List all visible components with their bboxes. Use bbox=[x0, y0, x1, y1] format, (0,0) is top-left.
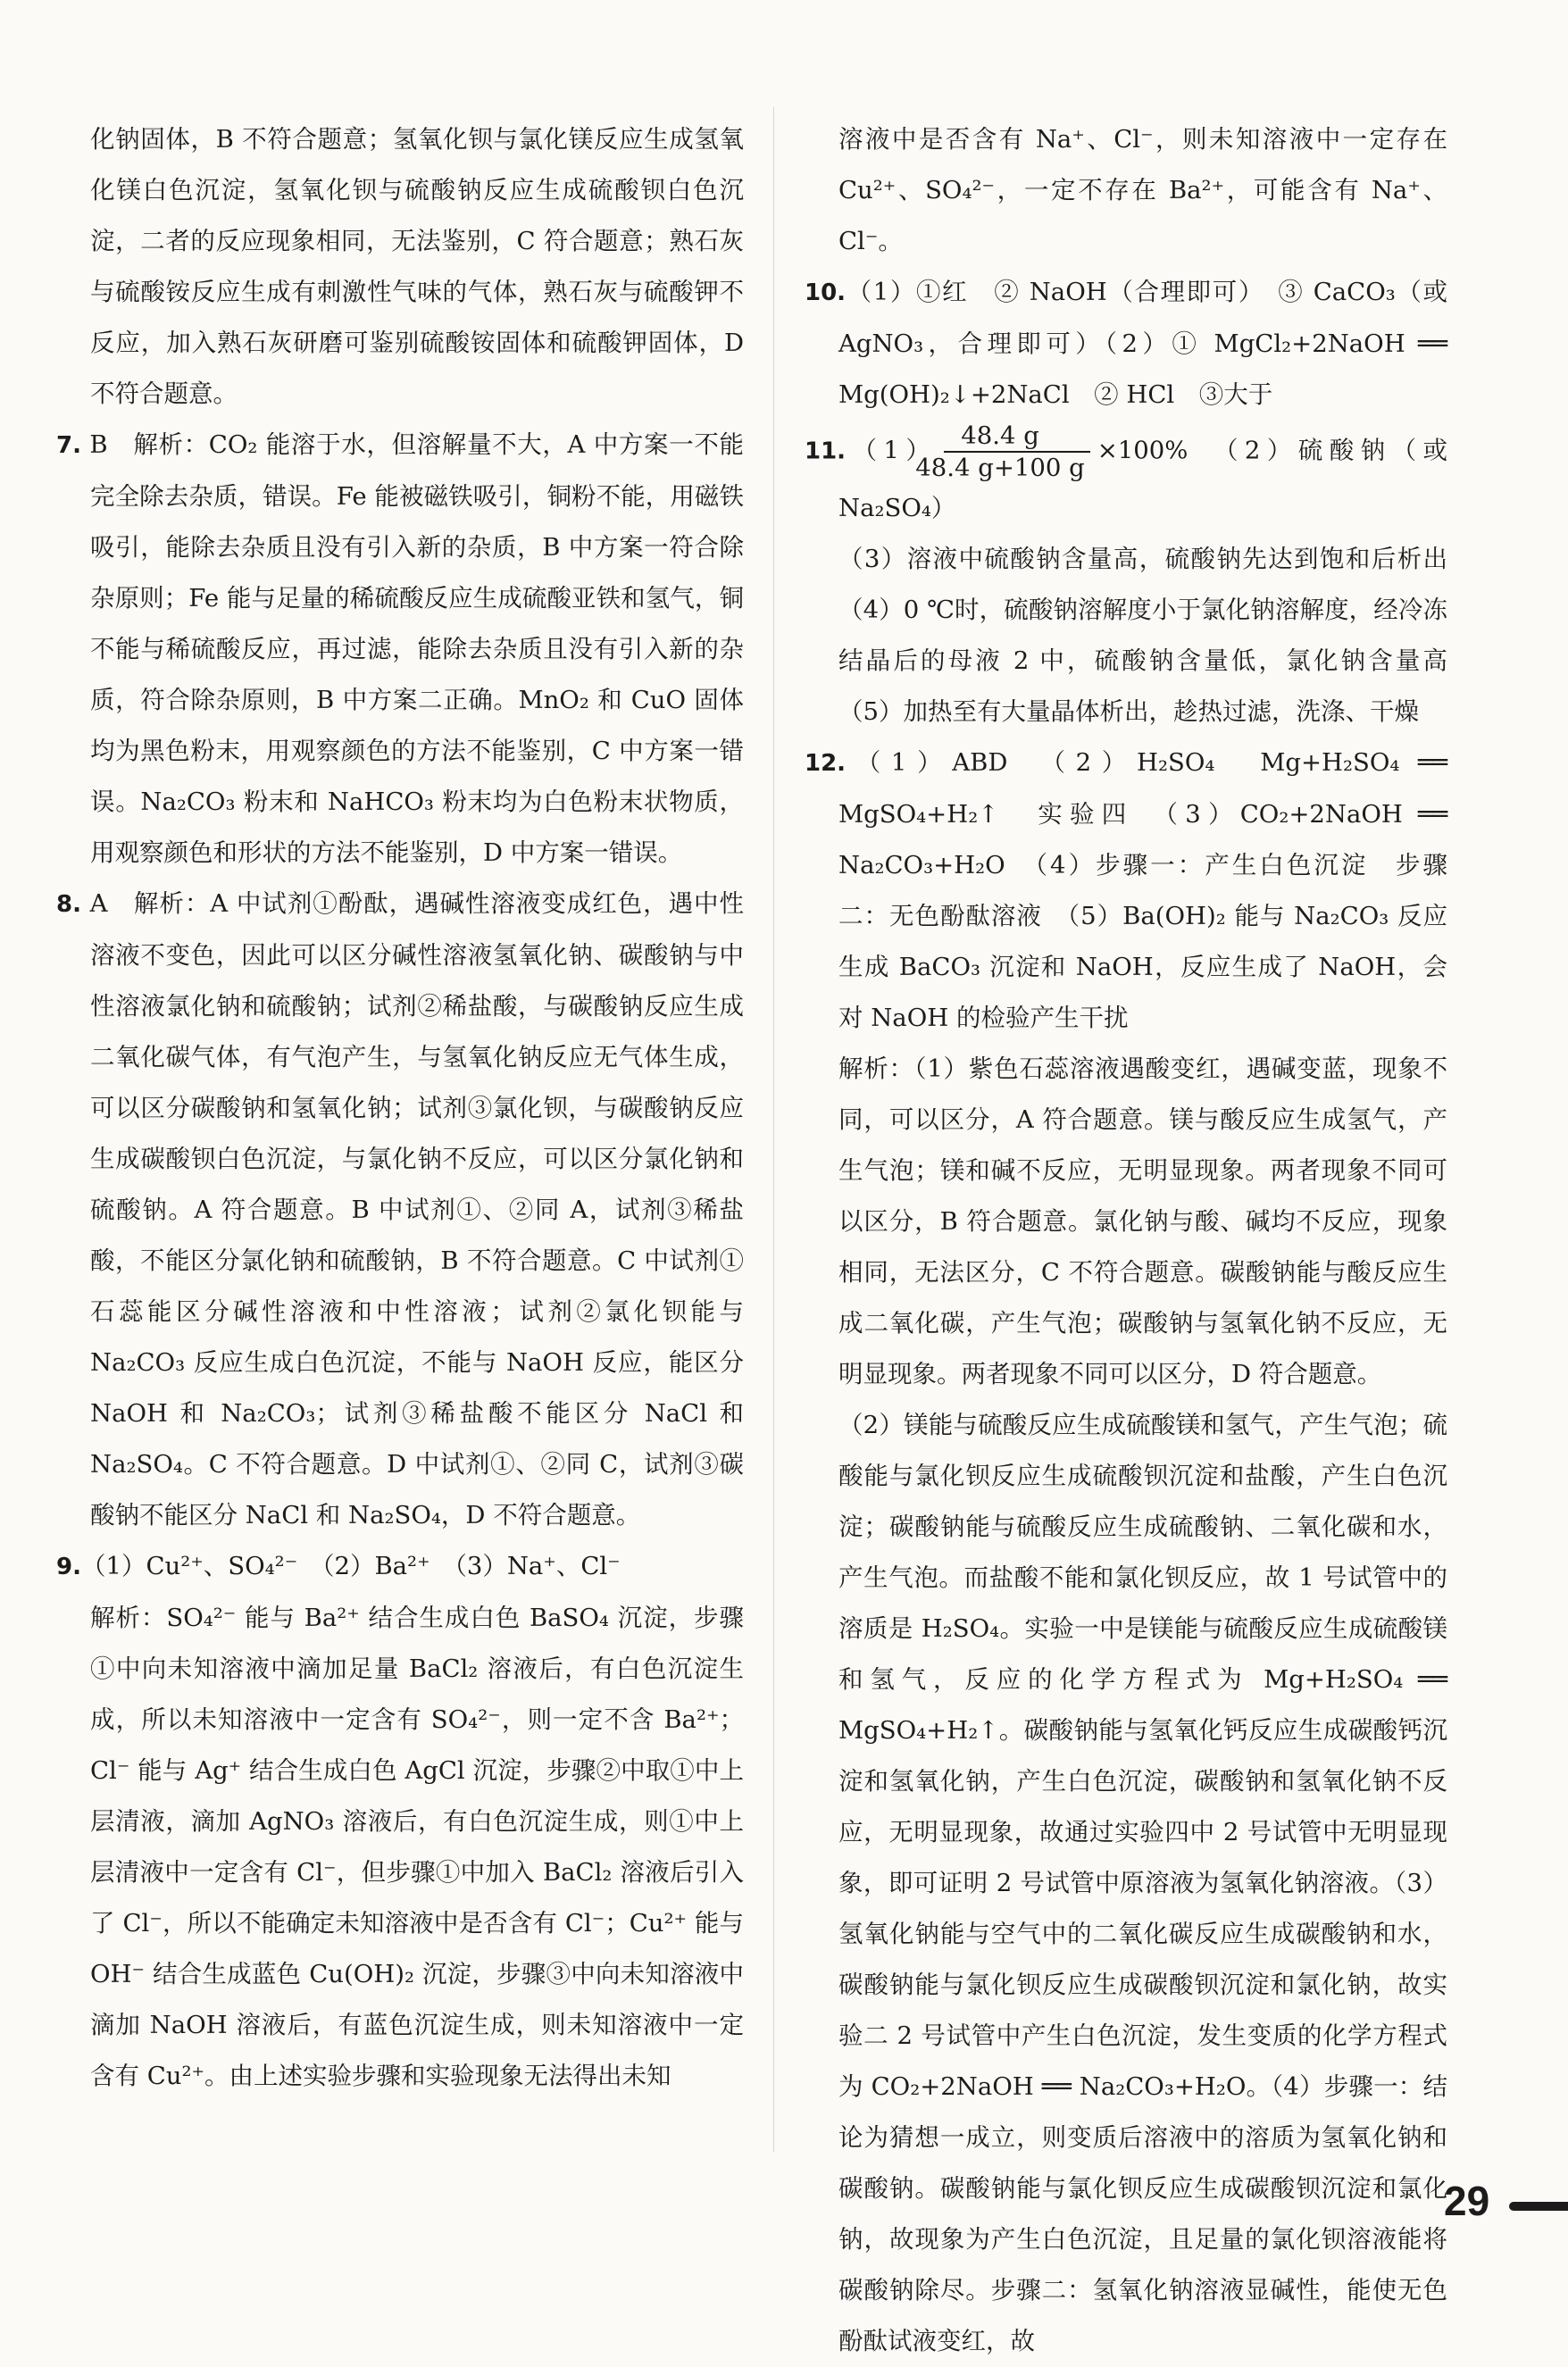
answer-11 bbox=[805, 421, 1447, 534]
answer-7 bbox=[56, 420, 744, 879]
continuation-paragraph: 化钠固体，B 不符合题意；氢氧化钡与氯化镁反应生成氢氧化镁白色沉淀，氢氧化钡与硫酸钠反应生成硫酸钡白色沉淀，二者的反应现象相同，无法鉴别，C 符合题意；熟石灰与硫酸铵反应生成有刺激性气味的气体，熟石灰与硫酸钾不反应，加入熟石灰研磨可鉴别硫酸铵固体和硫酸钾固体，D 不符合题意。 bbox=[90, 125, 744, 408]
answer-12-analysis-2: （2）镁能与硫酸反应生成硫酸镁和氢气，产生气泡；硫酸能与氯化钡反应生成硫酸钡沉淀和盐酸，产生白色沉淀；碳酸钠能与硫酸反应生成硫酸钠、二氧化碳和水，产生气泡。而盐酸不能和氯化钡反应，故 1 号试管中的溶质是 H₂SO₄。实验一中是镁能与硫酸反应生成硫酸镁和氢气，反应的化学方程式为 Mg+H₂SO₄ ══ MgSO₄+H₂↑。碳酸钠能与氢氧化钙反应生成碳酸钙沉淀和氢氧化钠，产生白色沉淀，碳酸钠和氢氧化钠不反应，无明显现象，故通过实验四中 2 号试管中无明显现象，即可证明 2 号试管中原溶液为氢氧化钠溶液。（3）氢氧化钠能与空气中的二氧化碳反应生成碳酸钠和水，碳酸钠能与氯化钡反应生成碳酸钡沉淀和氯化钠，故实验二 2 号试管中产生白色沉淀，发生变质的化学方程式为 CO₂+2NaOH ══ Na₂CO₃+H₂O。（4）步骤一：结论为猜想一成立，则变质后溶液中的溶质为氢氧化钠和碳酸钠。碳酸钠能与氯化钡反应生成碳酸钡沉淀和氯化钠，故现象为产生白色沉淀，且足量的氯化钡溶液能将碳酸钠除尽。步骤二：氢氧化钠溶液显碱性，能使无色酚酞试液变红，故 bbox=[838, 1411, 1447, 2355]
answer-9 bbox=[56, 1541, 744, 1593]
page-number: 29 bbox=[1444, 2178, 1490, 2224]
question-number: 7. bbox=[56, 432, 81, 459]
answer-9-analysis: 解析：SO₄²⁻ 能与 Ba²⁺ 结合生成白色 BaSO₄ 沉淀，步骤①中向未知溶液中滴加足量 BaCl₂ 溶液后，有白色沉淀生成，所以未知溶液中一定含有 SO₄²⁻，则一定不含 Ba²⁺；Cl⁻ 能与 Ag⁺ 结合生成白色 AgCl 沉淀，步骤②中取①中上层清液，滴加 AgNO₃ 溶液后，有白色沉淀生成，则①中上层清液中一定含有 Cl⁻，但步骤①中加入 BaCl₂ 溶液后引入了 Cl⁻，所以不能确定未知溶液中是否含有 Cl⁻；Cu²⁺ 能与 OH⁻ 结合生成蓝色 Cu(OH)₂ 沉淀，步骤③中向未知溶液中滴加 NaOH 溶液后，有蓝色沉淀生成，则未知溶液中一定含有 Cu²⁺。由上述实验步骤和实验现象无法得出未知 bbox=[90, 1604, 744, 2090]
question-number: 8. bbox=[56, 891, 81, 918]
column-divider bbox=[773, 107, 774, 2152]
answer-text: （1）①红 ② NaOH（合理即可） ③ CaCO₃（或 AgNO₃，合理即可）（2）① MgCl₂+2NaOH ══ Mg(OH)₂↓+2NaCl ② HCl ③大于 bbox=[838, 278, 1447, 409]
answer-12-analysis-1: 解析：（1）紫色石蕊溶液遇酸变红，遇碱变蓝，现象不同，可以区分，A 符合题意。镁与酸反应生成氢气，产生气泡；镁和碱不反应，无明显现象。两者现象不同可以区分，B 符合题意。氯化钠与酸、碱均不反应，现象相同，无法区分，C 不符合题意。碳酸钠能与酸反应生成二氧化碳，产生气泡；碳酸钠与氢氧化钠不反应，无明显现象。两者现象不同可以区分，D 符合题意。 bbox=[838, 1054, 1447, 1388]
answer-8 bbox=[56, 879, 744, 1541]
answer-text: B 解析：CO₂ 能溶于水，但溶解量不大，A 中方案一不能完全除去杂质，错误。Fe 能被磁铁吸引，铜粉不能，用磁铁吸引，能除去杂质且没有引入新的杂质，B 中方案一符合除杂原则；Fe 能与足量的稀硫酸反应生成硫酸亚铁和氢气，铜不能与稀硫酸反应，再过滤，能除去杂质且没有引入新的杂质，符合除杂原则，B 中方案二正确。MnO₂ 和 CuO 固体均为黑色粉末，用观察颜色的方法不能鉴别，C 中方案一错误。Na₂CO₃ 粉末和 NaHCO₃ 粉末均为白色粉末状物质，用观察颜色和形状的方法不能鉴别，D 中方案一错误。 bbox=[80, 430, 744, 867]
answer-text: ×100% （2）硫酸钠（或 Na₂SO₄） bbox=[838, 436, 1447, 522]
answer-text: （1）Cu²⁺、SO₄²⁻ （2）Ba²⁺ （3）Na⁺、Cl⁻ bbox=[80, 1552, 621, 1580]
question-number: 10. bbox=[805, 279, 847, 306]
question-number: 9. bbox=[56, 1554, 81, 1580]
left-column bbox=[56, 114, 744, 2102]
question-number: 11. bbox=[805, 438, 847, 465]
answer-10 bbox=[805, 267, 1447, 421]
answer-text: （1）ABD （2）H₂SO₄ Mg+H₂SO₄ ══ MgSO₄+H₂↑ 实验四 （3）CO₂+2NaOH ══ Na₂CO₃+H₂O （4）步骤一：产生白色沉淀 步骤二：无色酚酞溶液 （5）Ba(OH)₂ 能与 Na₂CO₃ 反应生成 BaCO₃ 沉淀和 NaOH，反应生成了 NaOH，会对 NaOH 的检验产生干扰 bbox=[838, 748, 1447, 1032]
answer-text: （1） bbox=[846, 436, 938, 465]
continuation-paragraph: 溶液中是否含有 Na⁺、Cl⁻，则未知溶液中一定存在 Cu²⁺、SO₄²⁻，一定不存在 Ba²⁺，可能含有 Na⁺、Cl⁻。 bbox=[838, 125, 1447, 255]
page-number-bar bbox=[1509, 2202, 1568, 2211]
fraction bbox=[915, 421, 1089, 483]
fraction-numerator: 48.4 g bbox=[944, 421, 1089, 453]
question-number: 12. bbox=[805, 750, 847, 777]
answer-11-continued: （3）溶液中硫酸钠含量高，硫酸钠先达到饱和后析出（4）0 ℃时，硫酸钠溶解度小于氯化钠溶解度，经冷冻结晶后的母液 2 中，硫酸钠含量低，氯化钠含量高 （5）加热至有大量晶体析出，趁热过滤，洗涤、干燥 bbox=[838, 545, 1472, 726]
answer-text: A 解析：A 中试剂①酚酞，遇碱性溶液变成红色，遇中性溶液不变色，因此可以区分碱性溶液氢氧化钠、碳酸钠与中性溶液氯化钠和硫酸钠；试剂②稀盐酸，与碳酸钠反应生成二氧化碳气体，有气泡产生，与氢氧化钠反应无气体生成，可以区分碳酸钠和氢氧化钠；试剂③氯化钡，与碳酸钠反应生成碳酸钡白色沉淀，与氯化钠不反应，可以区分氯化钠和硫酸钠。A 符合题意。B 中试剂①、②同 A，试剂③稀盐酸，不能区分氯化钠和硫酸钠，B 不符合题意。C 中试剂①石蕊能区分碱性溶液和中性溶液；试剂②氯化钡能与 Na₂CO₃ 反应生成白色沉淀，不能与 NaOH 反应，能区分 NaOH 和 Na₂CO₃；试剂③稀盐酸不能区分 NaCl 和 Na₂SO₄。C 不符合题意。D 中试剂①、②同 C，试剂③碳酸钠不能区分 NaCl 和 Na₂SO₄，D 不符合题意。 bbox=[80, 889, 744, 1529]
fraction-denominator: 48.4 g+100 g bbox=[915, 454, 1085, 482]
answer-12 bbox=[805, 738, 1447, 1044]
